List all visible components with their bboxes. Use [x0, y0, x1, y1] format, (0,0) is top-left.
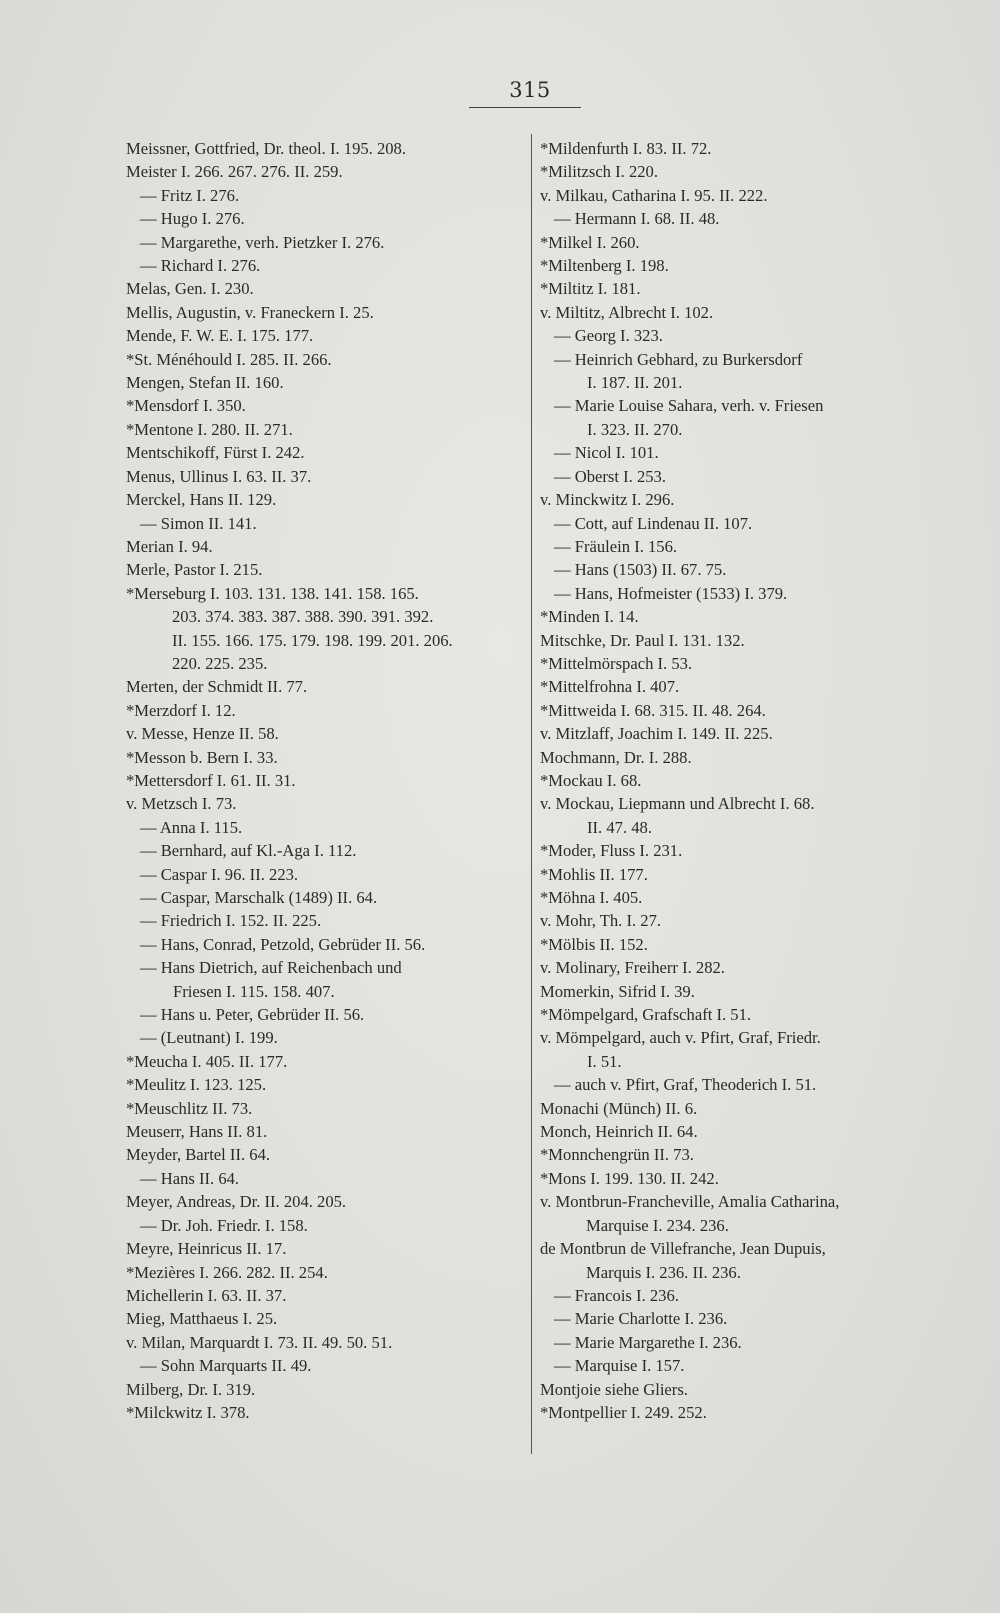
index-entry: *Miltenberg I. 198. — [540, 256, 669, 276]
index-entry: *Mölbis II. 152. — [540, 934, 648, 954]
index-entry: de Montbrun de Villefranche, Jean Dupuis, — [540, 1239, 826, 1259]
index-entry: *Mezières I. 266. 282. II. 254. — [126, 1262, 328, 1282]
index-entry: 220. 225. 235. — [172, 653, 268, 673]
index-entry: Friesen I. 115. 158. 407. — [173, 981, 335, 1001]
index-entry: *Mittelmörspach I. 53. — [540, 653, 693, 673]
index-entry: *Mohlis II. 177. — [540, 864, 648, 884]
index-entry: 203. 374. 383. 387. 388. 390. 391. 392. — [172, 607, 434, 627]
index-entry: Monachi (Münch) II. 6. — [540, 1098, 698, 1118]
index-entry: Mieg, Matthaeus I. 25. — [126, 1309, 278, 1329]
index-entry: *Montpellier I. 249. 252. — [540, 1402, 707, 1422]
index-entry: v. Montbrun-Francheville, Amalia Catharina, — [540, 1192, 840, 1212]
index-entry: II. 47. 48. — [587, 817, 652, 837]
index-entry: — Hans, Conrad, Petzold, Gebrüder II. 56. — [140, 934, 426, 954]
index-entry: — Hans (1503) II. 67. 75. — [554, 560, 727, 580]
index-entry: Merckel, Hans II. 129. — [126, 490, 277, 510]
index-entry: Mochmann, Dr. I. 288. — [540, 747, 692, 767]
index-entry: — Cott, auf Lindenau II. 107. — [554, 513, 753, 533]
index-entry: I. 51. — [587, 1051, 622, 1071]
index-entry: *Meulitz I. 123. 125. — [126, 1075, 267, 1095]
index-entry: v. Mitzlaff, Joachim I. 149. II. 225. — [540, 724, 773, 744]
index-entry: *Milkel I. 260. — [540, 232, 640, 252]
index-entry: Meyer, Andreas, Dr. II. 204. 205. — [126, 1192, 347, 1212]
index-entry: Marquise I. 234. 236. — [586, 1215, 729, 1235]
index-entry: — Hugo I. 276. — [140, 209, 245, 229]
index-entry: *Minden I. 14. — [540, 607, 639, 627]
index-entry: Marquis I. 236. II. 236. — [586, 1262, 741, 1282]
index-entry: Merle, Pastor I. 215. — [126, 560, 263, 580]
index-entry: — Caspar, Marschalk (1489) II. 64. — [140, 888, 378, 907]
index-entry: v. Mockau, Liepmann und Albrecht I. 68. — [540, 794, 815, 814]
index-entry: *Merzdorf I. 12. — [126, 700, 236, 720]
index-entry: *St. Ménéhould I. 285. II. 266. — [126, 349, 332, 369]
index-entry: *Mettersdorf I. 61. II. 31. — [126, 770, 296, 790]
index-entry: — Hans Dietrich, auf Reichenbach und — [140, 958, 402, 978]
index-entry: — Marquise I. 157. — [554, 1356, 685, 1376]
index-entry: *Meucha I. 405. II. 177. — [126, 1051, 288, 1071]
index-entry: Meuserr, Hans II. 81. — [126, 1122, 268, 1142]
index-entry: Montjoie siehe Gliers. — [540, 1379, 688, 1399]
index-entry: — auch v. Pfirt, Graf, Theoderich I. 51. — [554, 1075, 817, 1095]
index-entry: *Mömpelgard, Grafschaft I. 51. — [540, 1005, 752, 1025]
index-entry: — Oberst I. 253. — [554, 466, 666, 486]
index-entry: Mellis, Augustin, v. Franeckern I. 25. — [126, 302, 374, 322]
index-entry: — Marie Margarethe I. 236. — [554, 1332, 742, 1352]
index-entry: Melas, Gen. I. 230. — [126, 279, 254, 299]
index-entry: v. Mömpelgard, auch v. Pfirt, Graf, Friedr. — [540, 1028, 821, 1048]
index-entry: *Mittweida I. 68. 315. II. 48. 264. — [540, 700, 766, 720]
index-entry: *Mentone I. 280. II. 271. — [126, 419, 293, 439]
index-entry: II. 155. 166. 175. 179. 198. 199. 201. 206. — [172, 630, 453, 650]
index-entry: Mende, F. W. E. I. 175. 177. — [126, 326, 314, 346]
index-entry: Mentschikoff, Fürst I. 242. — [126, 443, 305, 463]
index-entry: *Mons I. 199. 130. II. 242. — [540, 1168, 719, 1188]
index-entry: Merian I. 94. — [126, 536, 213, 556]
index-entry: I. 323. II. 270. — [587, 419, 683, 439]
index-entry: v. Milkau, Catharina I. 95. II. 222. — [540, 185, 768, 205]
index-entry: Meyre, Heinricus II. 17. — [126, 1239, 287, 1259]
index-entry: — Hans II. 64. — [140, 1168, 240, 1188]
index-entry: Milberg, Dr. I. 319. — [126, 1379, 256, 1399]
index-entry: — Caspar I. 96. II. 223. — [140, 864, 299, 884]
index-entry: v. Messe, Henze II. 58. — [126, 724, 279, 744]
index-entry: v. Minckwitz I. 296. — [540, 490, 675, 510]
index-entry: — Hans u. Peter, Gebrüder II. 56. — [140, 1005, 365, 1025]
page-number-rule — [469, 107, 581, 108]
index-entry: *Monnchengrün II. 73. — [540, 1145, 694, 1165]
index-entry: — Fritz I. 276. — [140, 185, 240, 205]
index-entry: — Marie Charlotte I. 236. — [554, 1309, 728, 1329]
index-entry: — Margarethe, verh. Pietzker I. 276. — [140, 232, 385, 252]
index-entry: *Merseburg I. 103. 131. 138. 141. 158. 165. — [126, 583, 419, 603]
index-entry: — Nicol I. 101. — [554, 443, 659, 463]
index-entry: — Simon II. 141. — [140, 513, 257, 533]
index-entry: *Möhna I. 405. — [540, 888, 643, 907]
index-entry: — Friedrich I. 152. II. 225. — [140, 911, 322, 931]
index-entry: — Marie Louise Sahara, verh. v. Friesen — [554, 396, 824, 416]
index-entry: Mengen, Stefan II. 160. — [126, 373, 284, 393]
column-divider — [531, 134, 532, 1454]
index-entry: Momerkin, Sifrid I. 39. — [540, 981, 695, 1001]
index-entry: — Sohn Marquarts II. 49. — [140, 1356, 312, 1376]
index-column-left — [126, 137, 531, 1424]
index-entry: *Mockau I. 68. — [540, 770, 642, 790]
index-column-right — [540, 137, 935, 1424]
index-entry: — Hans, Hofmeister (1533) I. 379. — [554, 583, 788, 603]
index-entry: Michellerin I. 63. II. 37. — [126, 1285, 287, 1305]
index-entry: Menus, Ullinus I. 63. II. 37. — [126, 466, 312, 486]
index-entry: *Mildenfurth I. 83. II. 72. — [540, 139, 712, 158]
index-entry: *Miltitz I. 181. — [540, 279, 641, 299]
index-entry: — Georg I. 323. — [554, 326, 663, 346]
index-entry: — Heinrich Gebhard, zu Burkersdorf — [554, 349, 803, 369]
index-entry: v. Mohr, Th. I. 27. — [540, 911, 662, 931]
index-entry: v. Metzsch I. 73. — [126, 794, 237, 814]
index-entry: v. Milan, Marquardt I. 73. II. 49. 50. 51. — [126, 1332, 393, 1352]
index-entry: *Moder, Fluss I. 231. — [540, 841, 683, 861]
index-entry: *Meuschlitz II. 73. — [126, 1098, 253, 1118]
index-entry: v. Miltitz, Albrecht I. 102. — [540, 302, 714, 322]
index-entry: I. 187. II. 201. — [587, 373, 683, 393]
index-entry: — Fräulein I. 156. — [554, 536, 678, 556]
index-entry: — Anna I. 115. — [140, 817, 243, 837]
index-entry: Mitschke, Dr. Paul I. 131. 132. — [540, 630, 745, 650]
index-entry: Merten, der Schmidt II. 77. — [126, 677, 308, 697]
index-entry: Monch, Heinrich II. 64. — [540, 1122, 698, 1142]
index-entry: *Messon b. Bern I. 33. — [126, 747, 278, 767]
index-entry: — Francois I. 236. — [554, 1285, 679, 1305]
index-entry: — Bernhard, auf Kl.-Aga I. 112. — [140, 841, 357, 861]
index-entry: v. Molinary, Freiherr I. 282. — [540, 958, 725, 978]
index-entry: — (Leutnant) I. 199. — [140, 1028, 278, 1048]
index-entry: — Dr. Joh. Friedr. I. 158. — [140, 1215, 308, 1235]
index-entry: Meister I. 266. 267. 276. II. 259. — [126, 162, 343, 182]
index-entry: — Hermann I. 68. II. 48. — [554, 209, 720, 229]
index-entry: *Mensdorf I. 350. — [126, 396, 246, 416]
page-number: 315 — [509, 78, 551, 102]
index-entry: Meyder, Bartel II. 64. — [126, 1145, 271, 1165]
index-entry: *Mittelfrohna I. 407. — [540, 677, 680, 697]
index-entry: *Militzsch I. 220. — [540, 162, 658, 182]
index-entry: *Milckwitz I. 378. — [126, 1402, 250, 1422]
index-entry: Meissner, Gottfried, Dr. theol. I. 195. 208. — [126, 139, 407, 158]
index-entry: — Richard I. 276. — [140, 256, 261, 276]
